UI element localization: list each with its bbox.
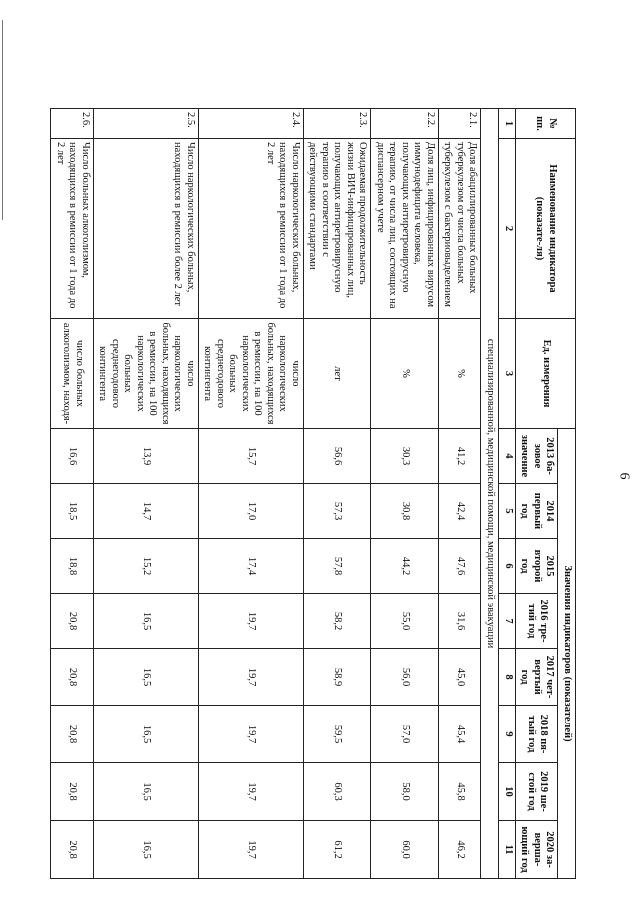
rotated-table-wrapper	[52, 108, 576, 878]
col-number: 8	[499, 649, 516, 706]
header-year: 2018 пя-тый год	[516, 706, 559, 763]
row-number: 2.6.	[51, 109, 94, 139]
indicator-value: 45,4	[439, 706, 482, 763]
indicator-value: 13,9	[94, 429, 199, 484]
indicator-value: 31,6	[439, 594, 482, 649]
table-row	[371, 109, 439, 879]
unit: число наркологических больных, находящихся в ремиссии, на 100 наркологических больных среднегодового контингента	[199, 319, 304, 429]
unit: лет	[304, 319, 372, 429]
indicator-value: 30,3	[371, 429, 439, 484]
unit: %	[371, 319, 439, 429]
header-year: 2017 чет-вертый год	[516, 649, 559, 706]
col-number: 5	[499, 484, 516, 539]
row-number: 2.2.	[371, 109, 439, 139]
indicator-name: Число больных алкоголизмом, находящихся в ремиссии от 1 года до 2 лет	[51, 139, 94, 319]
indicator-name: Ожидаемая продолжительность жизни ВИЧ-инфицированных лиц, получающих антиретровирусную терапию в соответствии с действующими стандартами	[304, 139, 372, 319]
column-number-row	[499, 109, 516, 879]
row-number: 2.5.	[94, 109, 199, 139]
indicator-value: 55,0	[371, 594, 439, 649]
indicator-value: 17,0	[199, 484, 304, 539]
indicator-value: 20,8	[51, 821, 94, 879]
indicator-value: 16,5	[94, 706, 199, 763]
header-num: № пп.	[516, 109, 576, 139]
header-year: 2014 первый год	[516, 484, 559, 539]
indicator-name: Доля лиц, инфицированных вирусом иммунодефицита человека, получающих антиретровирусную терапию, от числа лиц, состоящих на диспансерном учете	[371, 139, 439, 319]
indicator-value: 20,8	[51, 594, 94, 649]
indicator-value: 58,9	[304, 649, 372, 706]
indicator-value: 16,5	[94, 821, 199, 879]
table-row	[51, 109, 94, 879]
indicator-value: 58,0	[371, 763, 439, 821]
indicator-value: 60,0	[371, 821, 439, 879]
col-number: 1	[499, 109, 516, 139]
indicator-value: 20,8	[51, 763, 94, 821]
indicator-value: 19,7	[199, 594, 304, 649]
header-unit: Ед. измерения	[516, 319, 576, 429]
indicator-name: Число наркологических больных, находящихся в ремиссии более 2 лет	[94, 139, 199, 319]
indicator-value: 19,7	[199, 763, 304, 821]
indicator-value: 60,3	[304, 763, 372, 821]
indicator-value: 19,7	[199, 821, 304, 879]
indicator-value: 59,5	[304, 706, 372, 763]
indicator-value: 15,2	[94, 539, 199, 594]
indicator-value: 16,5	[94, 763, 199, 821]
scan-edge-line	[2, 20, 3, 220]
indicator-value: 58,2	[304, 594, 372, 649]
col-number: 6	[499, 539, 516, 594]
indicators-table	[51, 108, 577, 879]
unit: число больных алкоголизмом, находя-	[51, 319, 94, 429]
col-number: 9	[499, 706, 516, 763]
indicator-value: 20,8	[51, 649, 94, 706]
indicator-value: 45,0	[439, 649, 482, 706]
table-row	[94, 109, 199, 879]
header-year: 2019 ше-стой год	[516, 763, 559, 821]
table-row	[439, 109, 482, 879]
table-row	[304, 109, 372, 879]
col-number: 4	[499, 429, 516, 484]
indicator-value: 45,8	[439, 763, 482, 821]
indicator-value: 47,6	[439, 539, 482, 594]
indicator-value: 42,4	[439, 484, 482, 539]
table-row	[199, 109, 304, 879]
indicator-value: 46,2	[439, 821, 482, 879]
unit: %	[439, 319, 482, 429]
indicator-value: 18,8	[51, 539, 94, 594]
indicator-value: 18,5	[51, 484, 94, 539]
indicator-value: 56,6	[304, 429, 372, 484]
indicator-value: 16,6	[51, 429, 94, 484]
col-number: 11	[499, 821, 516, 879]
indicator-name: Доля абациллированных больных туберкулезом от числа больных туберкулезом с бактериовыделением	[439, 139, 482, 319]
row-number: 2.1.	[439, 109, 482, 139]
row-number: 2.4.	[199, 109, 304, 139]
indicator-value: 19,7	[199, 706, 304, 763]
header-row-top	[558, 109, 576, 879]
table-body	[51, 109, 481, 879]
indicator-value: 44,2	[371, 539, 439, 594]
unit: число наркологических больных, находящихся в ремиссии, на 100 наркологических больных среднегодового контингента	[94, 319, 199, 429]
indicator-value: 19,7	[199, 649, 304, 706]
indicator-value: 56,0	[371, 649, 439, 706]
col-number: 3	[499, 319, 516, 429]
header-year: 2020 за-верша-ющий год	[516, 821, 559, 879]
indicator-value: 15,7	[199, 429, 304, 484]
row-number: 2.3.	[304, 109, 372, 139]
col-number: 10	[499, 763, 516, 821]
header-year: 2016 тре-тий год	[516, 594, 559, 649]
indicator-value: 30,8	[371, 484, 439, 539]
indicator-value: 16,5	[94, 649, 199, 706]
header-year: 2015 второй год	[516, 539, 559, 594]
section-title: специализированной, медицинской помощи, медицинской эвакуации	[481, 109, 499, 879]
col-number: 7	[499, 594, 516, 649]
indicator-value: 57,3	[304, 484, 372, 539]
indicator-value: 61,2	[304, 821, 372, 879]
col-number: 2	[499, 139, 516, 319]
page-number: 6	[616, 472, 632, 480]
header-group: Значения индикаторов (показателей)	[558, 429, 576, 879]
indicator-value: 57,0	[371, 706, 439, 763]
indicator-name: Число наркологических больных, находящихся в ремиссии от 1 года до 2 лет	[199, 139, 304, 319]
indicator-value: 57,8	[304, 539, 372, 594]
header-name: Наименование индикатора (показате-ля)	[516, 139, 576, 319]
header-year: 2013 ба-зовое значение	[516, 429, 559, 484]
indicator-value: 14,7	[94, 484, 199, 539]
indicator-value: 16,5	[94, 594, 199, 649]
indicator-value: 20,8	[51, 706, 94, 763]
section-title-row	[481, 109, 499, 879]
indicator-value: 41,2	[439, 429, 482, 484]
indicator-value: 17,4	[199, 539, 304, 594]
